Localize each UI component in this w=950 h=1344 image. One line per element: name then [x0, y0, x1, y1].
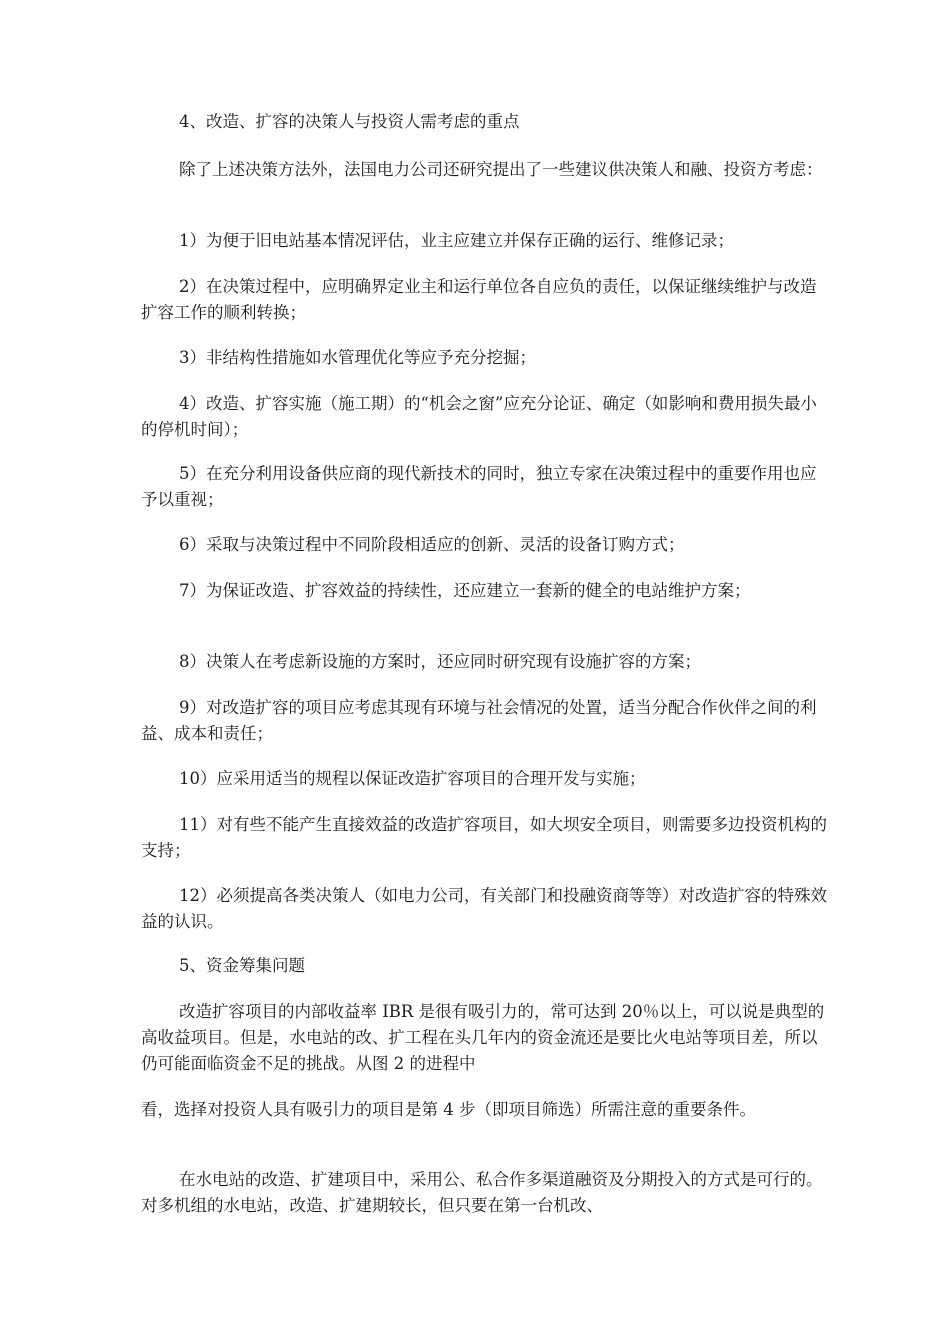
list-item-4: 4）改造、扩容实施（施工期）的“机会之窗”应充分论证、确定（如影响和费用损失最小的停机时间）；: [141, 394, 817, 439]
list-item-10: 10）应采用适当的规程以保证改造扩容项目的合理开发与实施；: [179, 769, 646, 788]
list-item-9: 9）对改造扩容的项目应考虑其现有环境与社会情况的处置，适当分配合作伙伴之间的利益、成本和责任；: [141, 698, 817, 743]
list-item-12: 12）必须提高各类决策人（如电力公司，有关部门和投融资商等等）对改造扩容的特殊效益的认识。: [141, 886, 827, 931]
paragraph-intro: 除了上述决策方法外，法国电力公司还研究提出了一些建议供决策人和融、投资方考虑：: [179, 160, 823, 179]
list-item-1: 1）为便于旧电站基本情况评估，业主应建立并保存正确的运行、维修记录；: [179, 231, 734, 250]
list-item-2: 2）在决策过程中，应明确界定业主和运行单位各自应负的责任，以保证继续维护与改造扩容工作的顺利转换；: [141, 277, 817, 322]
list-item-7: 7）为保证改造、扩容效益的持续性，还应建立一套新的健全的电站维护方案；: [179, 581, 751, 600]
paragraph-financing: 在水电站的改造、扩建项目中，采用公、私合作多渠道融资及分期投入的方式是可行的。对多机组的水电站，改造、扩建期较长，但只要在第一台机改、: [141, 1170, 823, 1215]
section-heading-5: 5、资金筹集问题: [179, 956, 305, 975]
paragraph-funding: 改造扩容项目的内部收益率 IBR 是很有吸引力的，常可达到 20％以上，可以说是典型的高收益项目。但是，水电站的改、扩工程在头几年内的资金流还是要比火电站等项目差，所以仍可能面临资金不足的挑战。从图 2 的进程中: [141, 1002, 825, 1073]
paragraph-funding-continued: 看，选择对投资人具有吸引力的项目是第 4 步（即项目筛选）所需注意的重要条件。: [141, 1100, 756, 1119]
list-item-3: 3）非结构性措施如水管理优化等应予充分挖掘；: [179, 348, 536, 367]
section-heading-4: 4、改造、扩容的决策人与投资人需考虑的重点: [179, 112, 520, 131]
list-item-5: 5）在充分利用设备供应商的现代新技术的同时，独立专家在决策过程中的重要作用也应予以重视；: [141, 464, 817, 509]
list-item-8: 8）决策人在考虑新设施的方案时，还应同时研究现有设施扩容的方案；: [179, 652, 701, 671]
list-item-11: 11）对有些不能产生直接效益的改造扩容项目，如大坝安全项目，则需要多边投资机构的支持；: [141, 815, 827, 860]
list-item-6: 6）采取与决策过程中不同阶段相适应的创新、灵活的设备订购方式；: [179, 535, 685, 554]
